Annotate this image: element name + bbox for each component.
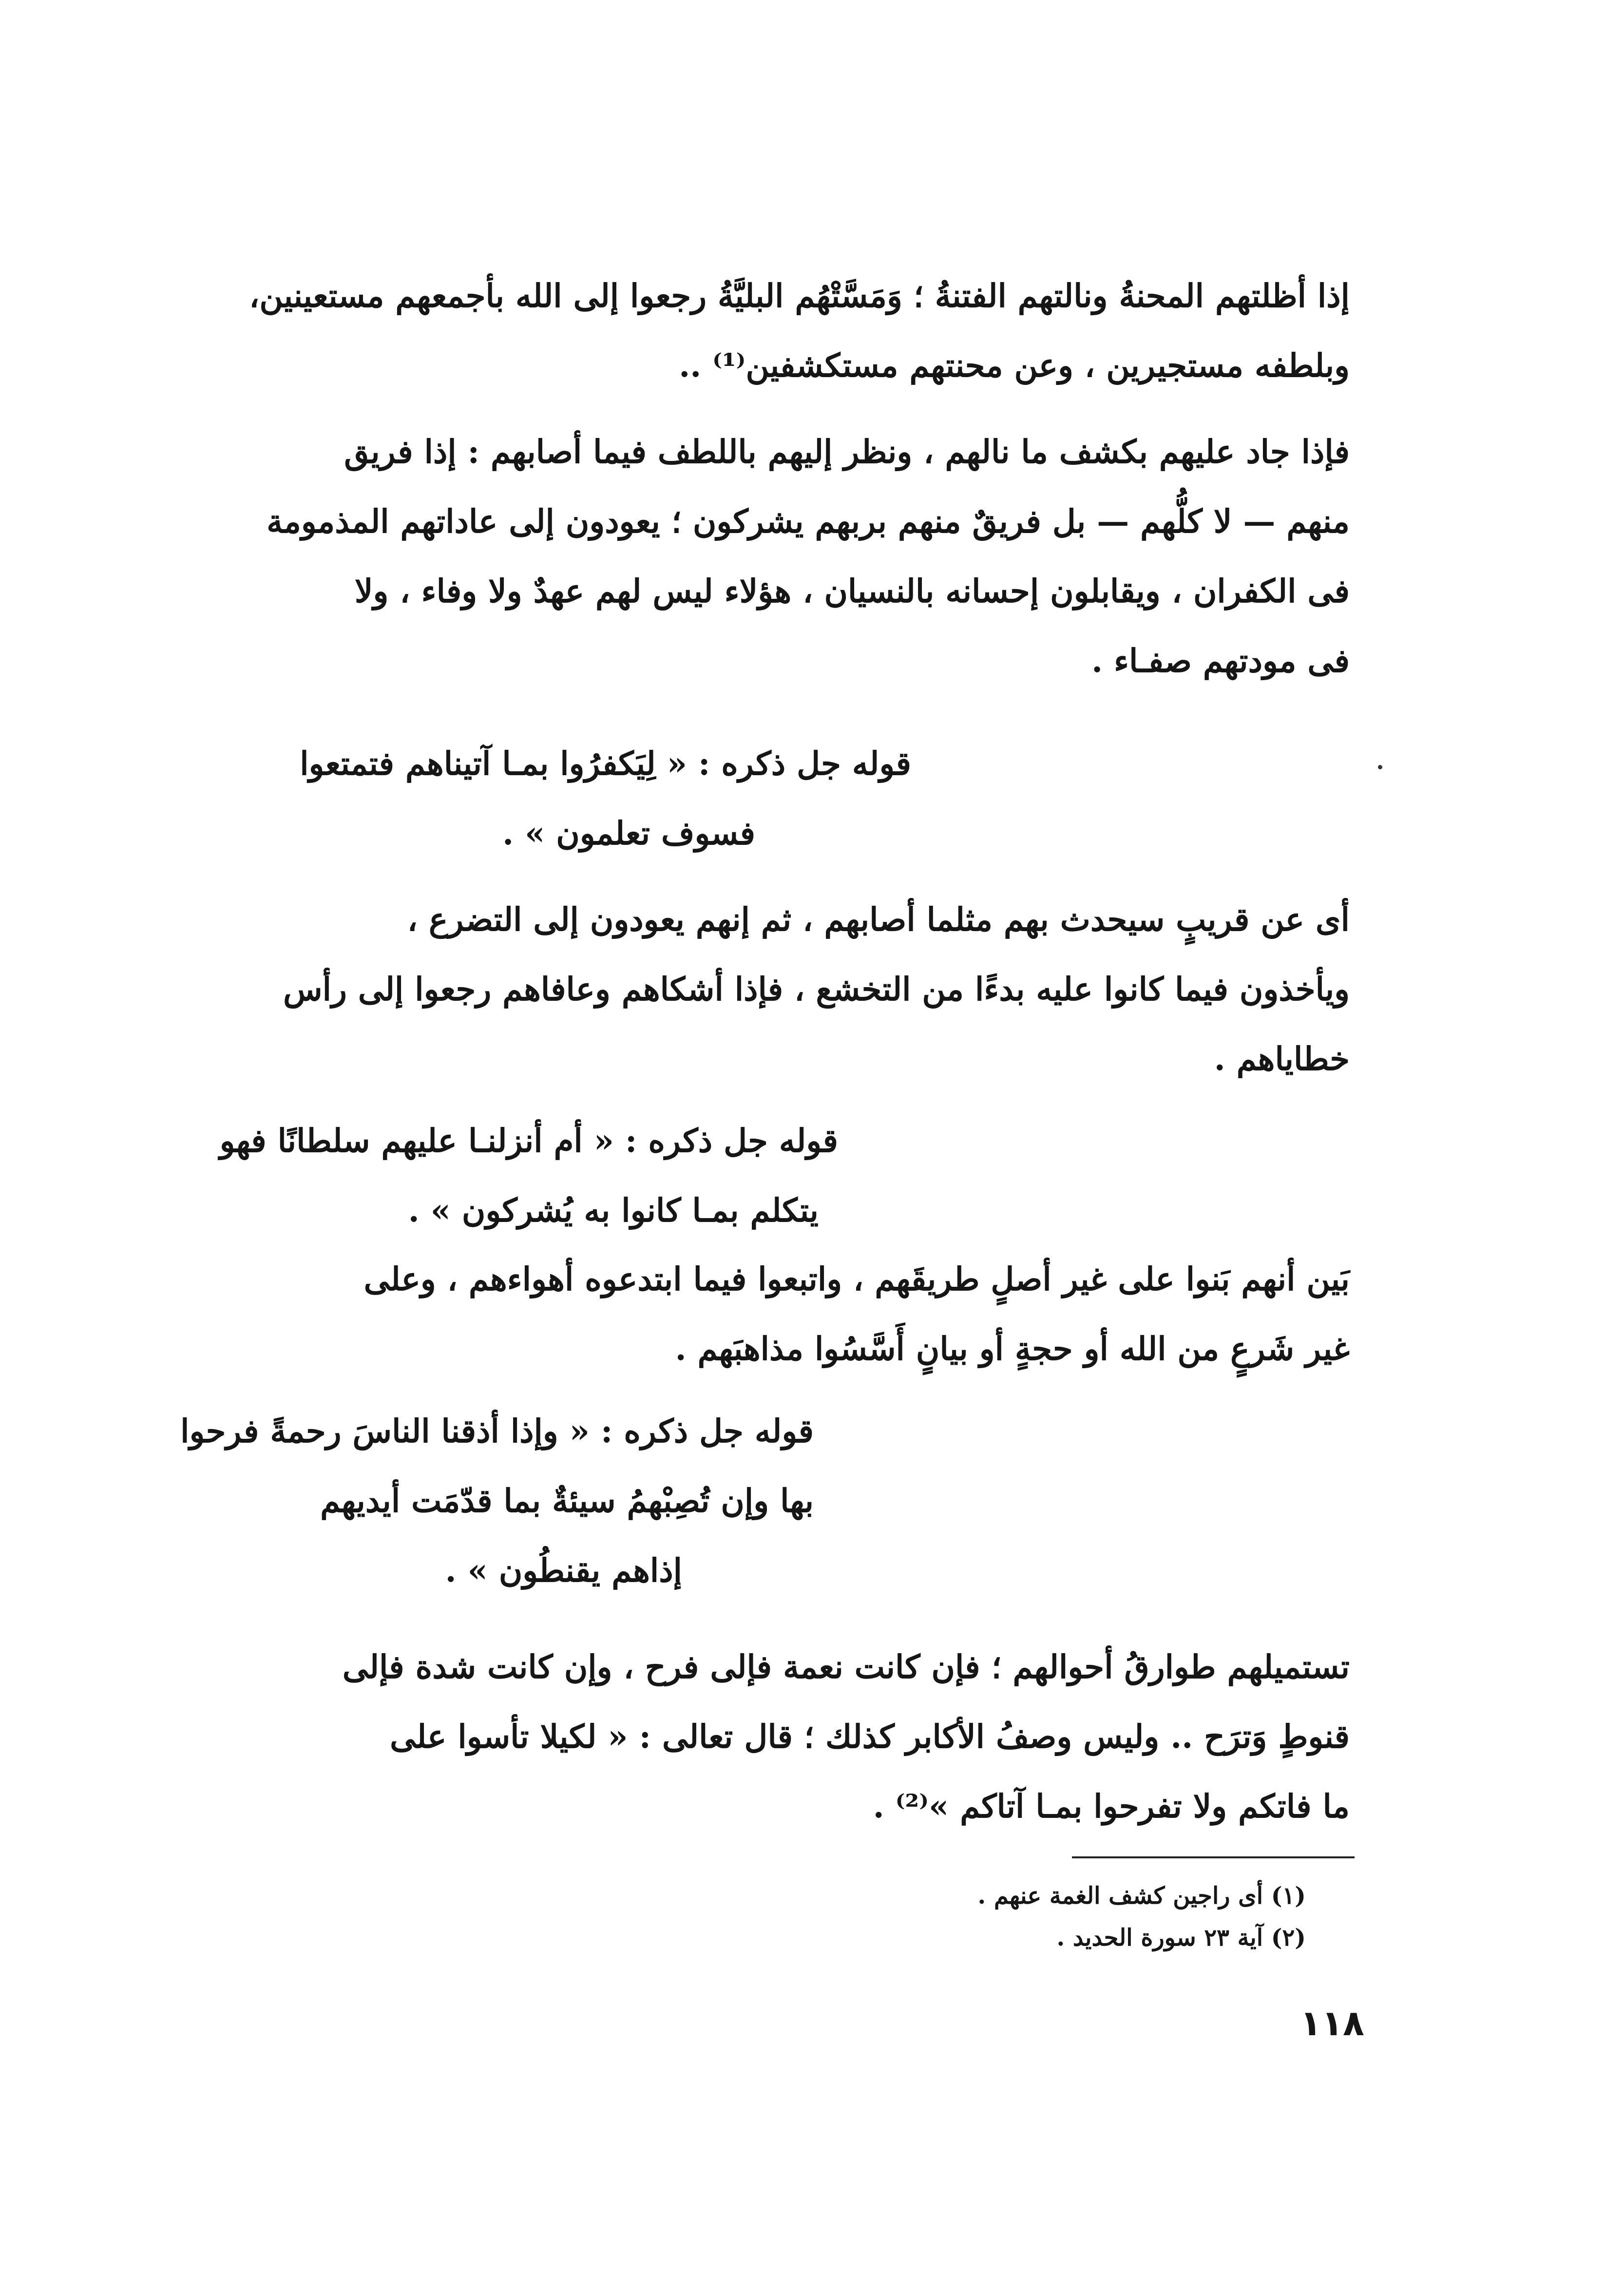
text-line: تستميلهم طوارقُ أحوالهم ؛ فإن كانت نعمة فإلى فرح ، وإن كانت شدة فإلى	[342, 1648, 1350, 1686]
text-line: خطاياهم .	[1214, 1040, 1350, 1078]
text-line: فى مودتهم صفـاء .	[1091, 642, 1350, 680]
margin-dot	[1378, 765, 1382, 769]
paragraph-4	[253, 1244, 1350, 1384]
paragraph-3	[253, 885, 1350, 1094]
text-line: فى الكفران ، ويقابلون إحسانه بالنسيان ، هؤلاء ليس لهم عهدٌ ولا وفاء ، ولا	[354, 572, 1350, 610]
quote-line: يتكلم بمـا كانوا به يُشركون » .	[408, 1191, 819, 1229]
paragraph-1	[249, 261, 1350, 401]
text-line: بَين أنهم بَنوا على غير أصلٍ طريقَهم ، واتبعوا فيما ابتدعوه أهواءهم ، وعلى	[363, 1260, 1350, 1298]
text-line: منهم — لا كلُّهم — بل فريقٌ منهم بربهم يشركون ؛ يعودون إلى عاداتهم المذمومة	[267, 502, 1350, 540]
quote-line: قوله جل ذكره : « أم أنزلنـا عليهم سلطانًا فهو	[219, 1122, 838, 1160]
quran-quote-2	[219, 1106, 911, 1245]
paragraph-2	[253, 417, 1350, 696]
footnote-2: (٢) آية ٢٣ سورة الحديد .	[1056, 1924, 1306, 1951]
quran-quote-1	[300, 729, 911, 868]
quote-line: فسوف تعلمون » .	[502, 814, 755, 852]
paragraph-5	[253, 1632, 1350, 1841]
quote-line: بها وإن تُصِبْهمُ سيئةٌ بما قدّمَت أيديهم	[320, 1482, 814, 1520]
quran-quote-3	[180, 1396, 911, 1605]
footnote-divider	[1072, 1856, 1355, 1858]
text-line: فإذا جاد عليهم بكشف ما نالهم ، ونظر إليهم باللطف فيما أصابهم : إذا فريق	[344, 433, 1350, 471]
text-line: ويأخذون فيما كانوا عليه بدءًا من التخشع ، فإذا أشكاهم وعافاهم رجعوا إلى رأس	[283, 970, 1350, 1008]
quote-line: إذاهم يقنطُون » .	[445, 1551, 682, 1589]
text-line: غير شَرعٍ من الله أو حجةٍ أو بيانٍ أَسَّسُوا مذاهبَهم .	[675, 1330, 1350, 1368]
quote-line: قوله جل ذكره : « لِيَكفرُوا بمـا آتيناهم فتمتعوا	[300, 745, 911, 783]
page-number: ١١٨	[1300, 2003, 1364, 2043]
footnotes	[780, 1875, 1306, 1959]
quote-line: قوله جل ذكره : « وإذا أذقنا الناسَ رحمةً فرحوا	[180, 1412, 814, 1450]
text-line: إذا أظلتهم المحنةُ ونالتهم الفتنةُ ؛ وَمَسَّتْهُم البليَّةُ رجعوا إلى الله بأجمعهم مستعينين،	[249, 277, 1350, 315]
text-line: أى عن قريبٍ سيحدث بهم مثلما أصابهم ، ثم إنهم يعودون إلى التضرع ،	[407, 900, 1350, 938]
text-line: قنوطٍ وَترَح .. وليس وصفُ الأكابر كذلك ؛ قال تعالى : « لكيلا تأسوا على	[390, 1718, 1350, 1756]
text-line: وبلطفه مستجيرين ، وعن محنتهم مستكشفين⁽¹⁾ ..	[679, 346, 1350, 384]
text-line: ما فاتكم ولا تفرحوا بمـا آتاكم »⁽²⁾ .	[873, 1787, 1350, 1825]
footnote-1: (١) أى راجين كشف الغمة عنهم .	[977, 1882, 1306, 1909]
